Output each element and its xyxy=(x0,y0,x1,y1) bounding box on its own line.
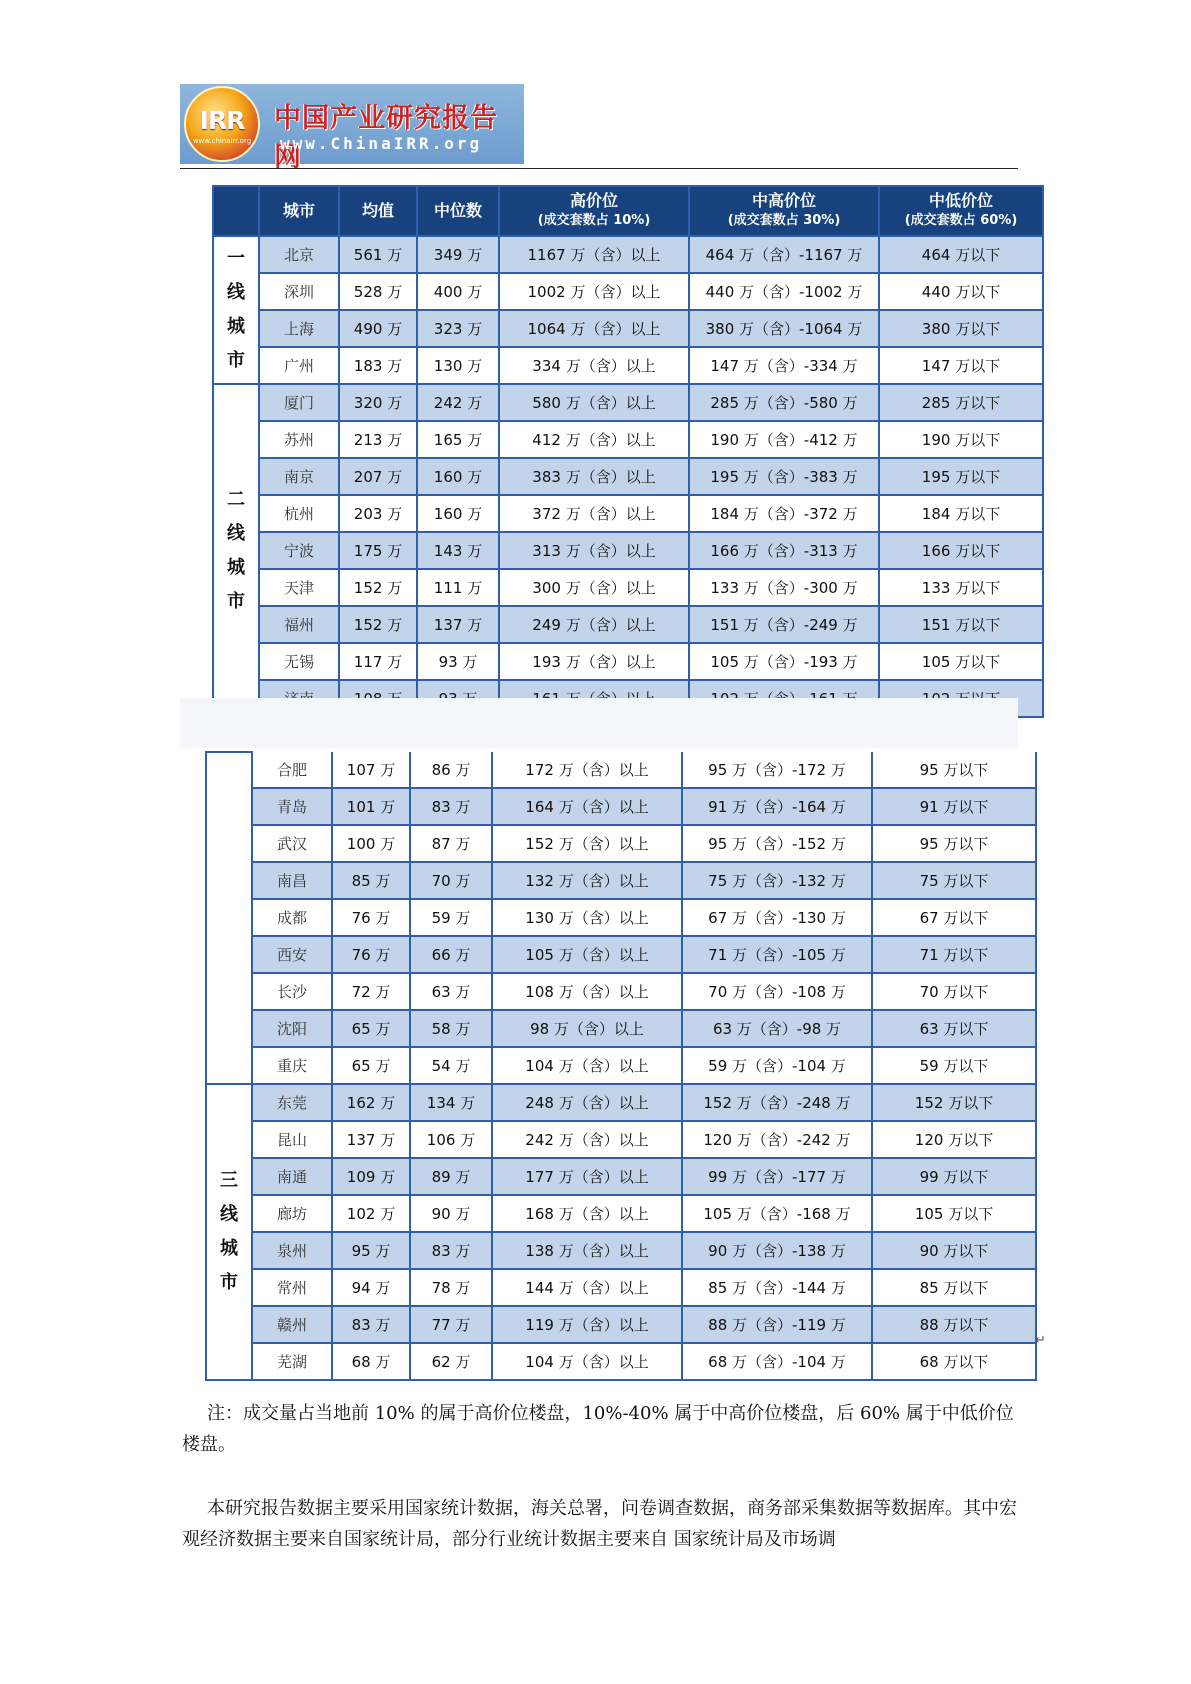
header-high xyxy=(499,186,689,236)
median-cell: 93 万 xyxy=(417,643,499,680)
city-cell: 广州 xyxy=(259,347,339,384)
high-price-cell: 248 万（含）以上 xyxy=(492,1084,682,1121)
mean-cell: 72 万 xyxy=(332,973,410,1010)
city-cell: 青岛 xyxy=(252,788,332,825)
tier2-label xyxy=(213,384,259,717)
city-cell: 武汉 xyxy=(252,825,332,862)
median-cell: 242 万 xyxy=(417,384,499,421)
high-price-cell: 164 万（含）以上 xyxy=(492,788,682,825)
midhigh-price-cell: 464 万（含）-1167 万 xyxy=(689,236,879,273)
midhigh-price-cell: 151 万（含）-249 万 xyxy=(689,606,879,643)
header-midhigh-sub: (成交套数占 30%) xyxy=(727,213,841,228)
table-row xyxy=(213,643,1043,680)
table-row xyxy=(206,1195,1036,1232)
midlow-price-cell: 440 万以下 xyxy=(879,273,1043,310)
high-price-cell: 168 万（含）以上 xyxy=(492,1195,682,1232)
midlow-price-cell: 59 万以下 xyxy=(872,1047,1036,1084)
city-cell: 宁波 xyxy=(259,532,339,569)
city-cell: 成都 xyxy=(252,899,332,936)
midhigh-price-cell: 195 万（含）-383 万 xyxy=(689,458,879,495)
midlow-price-cell: 68 万以下 xyxy=(872,1343,1036,1380)
table-row xyxy=(206,1269,1036,1306)
midhigh-price-cell: 105 万（含）-168 万 xyxy=(682,1195,872,1232)
midhigh-price-cell: 133 万（含）-300 万 xyxy=(689,569,879,606)
table-row xyxy=(213,384,1043,421)
midhigh-price-cell: 99 万（含）-177 万 xyxy=(682,1158,872,1195)
midlow-price-cell: 380 万以下 xyxy=(879,310,1043,347)
mean-cell: 101 万 xyxy=(332,788,410,825)
mean-cell: 137 万 xyxy=(332,1121,410,1158)
table-row xyxy=(206,825,1036,862)
midhigh-price-cell: 190 万（含）-412 万 xyxy=(689,421,879,458)
midlow-price-cell: 147 万以下 xyxy=(879,347,1043,384)
mean-cell: 207 万 xyxy=(339,458,417,495)
city-cell: 常州 xyxy=(252,1269,332,1306)
high-price-cell: 130 万（含）以上 xyxy=(492,899,682,936)
midlow-price-cell: 63 万以下 xyxy=(872,1010,1036,1047)
mean-cell: 203 万 xyxy=(339,495,417,532)
city-cell: 深圳 xyxy=(259,273,339,310)
midlow-price-cell: 105 万以下 xyxy=(879,643,1043,680)
mean-cell: 76 万 xyxy=(332,899,410,936)
median-cell: 160 万 xyxy=(417,458,499,495)
median-cell: 106 万 xyxy=(410,1121,492,1158)
city-cell: 重庆 xyxy=(252,1047,332,1084)
table-row xyxy=(206,1010,1036,1047)
mean-cell: 95 万 xyxy=(332,1232,410,1269)
midhigh-price-cell: 59 万（含）-104 万 xyxy=(682,1047,872,1084)
median-cell: 77 万 xyxy=(410,1306,492,1343)
midhigh-price-cell: 88 万（含）-119 万 xyxy=(682,1306,872,1343)
header-mean: 均值 xyxy=(339,186,417,236)
city-cell: 福州 xyxy=(259,606,339,643)
data-source-paragraph: 本研究报告数据主要采用国家统计数据，海关总署，问卷调查数据，商务部采集数据等数据库。其中宏观经济数据主要来自国家统计局，部分行业统计数据主要来自 国家统计局及市场调 xyxy=(182,1498,1017,1550)
city-cell: 南京 xyxy=(259,458,339,495)
high-price-cell: 1002 万（含）以上 xyxy=(499,273,689,310)
median-cell: 87 万 xyxy=(410,825,492,862)
median-cell: 90 万 xyxy=(410,1195,492,1232)
price-table-part1 xyxy=(212,185,1044,718)
midlow-price-cell: 120 万以下 xyxy=(872,1121,1036,1158)
high-price-cell: 104 万（含）以上 xyxy=(492,1047,682,1084)
mean-cell: 162 万 xyxy=(332,1084,410,1121)
mean-cell: 152 万 xyxy=(339,606,417,643)
mean-cell: 76 万 xyxy=(332,936,410,973)
median-cell: 78 万 xyxy=(410,1269,492,1306)
midlow-price-cell: 151 万以下 xyxy=(879,606,1043,643)
tier1-label xyxy=(213,236,259,384)
midlow-price-cell: 166 万以下 xyxy=(879,532,1043,569)
high-price-cell: 300 万（含）以上 xyxy=(499,569,689,606)
midlow-price-cell: 285 万以下 xyxy=(879,384,1043,421)
high-price-cell: 138 万（含）以上 xyxy=(492,1232,682,1269)
badge-subtext: www.chinairr.org xyxy=(192,137,252,145)
midlow-price-cell: 71 万以下 xyxy=(872,936,1036,973)
midhigh-price-cell: 85 万（含）-144 万 xyxy=(682,1269,872,1306)
high-price-cell: 172 万（含）以上 xyxy=(492,752,682,788)
mean-cell: 109 万 xyxy=(332,1158,410,1195)
city-cell: 廊坊 xyxy=(252,1195,332,1232)
median-cell: 63 万 xyxy=(410,973,492,1010)
high-price-cell: 152 万（含）以上 xyxy=(492,825,682,862)
midhigh-price-cell: 71 万（含）-105 万 xyxy=(682,936,872,973)
city-cell: 南昌 xyxy=(252,862,332,899)
midlow-price-cell: 88 万以下 xyxy=(872,1306,1036,1343)
city-cell: 无锡 xyxy=(259,643,339,680)
midlow-price-cell: 184 万以下 xyxy=(879,495,1043,532)
midhigh-price-cell: 91 万（含）-164 万 xyxy=(682,788,872,825)
mean-cell: 94 万 xyxy=(332,1269,410,1306)
median-cell: 54 万 xyxy=(410,1047,492,1084)
midlow-price-cell: 195 万以下 xyxy=(879,458,1043,495)
header-high-label: 高价位 xyxy=(569,191,618,210)
table-row xyxy=(213,495,1043,532)
header-tier xyxy=(213,186,259,236)
city-cell: 赣州 xyxy=(252,1306,332,1343)
table-row xyxy=(206,936,1036,973)
median-cell: 66 万 xyxy=(410,936,492,973)
high-price-cell: 177 万（含）以上 xyxy=(492,1158,682,1195)
median-cell: 165 万 xyxy=(417,421,499,458)
city-cell: 泉州 xyxy=(252,1232,332,1269)
midhigh-price-cell: 440 万（含）-1002 万 xyxy=(689,273,879,310)
site-url: www.ChinaIRR.org xyxy=(280,134,483,153)
midhigh-price-cell: 147 万（含）-334 万 xyxy=(689,347,879,384)
midlow-price-cell: 95 万以下 xyxy=(872,825,1036,862)
city-cell: 杭州 xyxy=(259,495,339,532)
mean-cell: 320 万 xyxy=(339,384,417,421)
city-cell: 南通 xyxy=(252,1158,332,1195)
tier2-continued xyxy=(206,752,252,1084)
mean-cell: 561 万 xyxy=(339,236,417,273)
median-cell: 323 万 xyxy=(417,310,499,347)
city-cell: 东莞 xyxy=(252,1084,332,1121)
midlow-price-cell: 90 万以下 xyxy=(872,1232,1036,1269)
median-cell: 58 万 xyxy=(410,1010,492,1047)
median-cell: 89 万 xyxy=(410,1158,492,1195)
midhigh-price-cell: 75 万（含）-132 万 xyxy=(682,862,872,899)
city-cell: 芜湖 xyxy=(252,1343,332,1380)
midhigh-price-cell: 120 万（含）-242 万 xyxy=(682,1121,872,1158)
return-mark: ↵ xyxy=(1035,1333,1046,1348)
table-row xyxy=(206,1306,1036,1343)
city-cell: 沈阳 xyxy=(252,1010,332,1047)
city-cell: 上海 xyxy=(259,310,339,347)
site-name: 中国产业研究报告网 xyxy=(274,103,498,173)
table-row xyxy=(213,347,1043,384)
mean-cell: 183 万 xyxy=(339,347,417,384)
table-row xyxy=(213,458,1043,495)
table-row xyxy=(206,1158,1036,1195)
median-cell: 83 万 xyxy=(410,1232,492,1269)
city-cell: 厦门 xyxy=(259,384,339,421)
badge-text: IRR xyxy=(199,106,245,135)
median-cell: 143 万 xyxy=(417,532,499,569)
median-cell: 86 万 xyxy=(410,752,492,788)
high-price-cell: 1167 万（含）以上 xyxy=(499,236,689,273)
midlow-price-cell: 464 万以下 xyxy=(879,236,1043,273)
mean-cell: 175 万 xyxy=(339,532,417,569)
midlow-price-cell: 70 万以下 xyxy=(872,973,1036,1010)
city-cell: 合肥 xyxy=(252,752,332,788)
header-midhigh-label: 中高价位 xyxy=(751,191,816,210)
city-cell: 西安 xyxy=(252,936,332,973)
header-high-sub: (成交套数占 10%) xyxy=(537,213,651,228)
price-table-part2 xyxy=(205,751,1037,1381)
header-median: 中位数 xyxy=(417,186,499,236)
mean-cell: 65 万 xyxy=(332,1047,410,1084)
table-row xyxy=(213,236,1043,273)
mean-cell: 65 万 xyxy=(332,1010,410,1047)
midlow-price-cell: 91 万以下 xyxy=(872,788,1036,825)
midlow-price-cell: 133 万以下 xyxy=(879,569,1043,606)
header-midlow-sub: (成交套数占 60%) xyxy=(904,213,1018,228)
mean-cell: 107 万 xyxy=(332,752,410,788)
city-cell: 昆山 xyxy=(252,1121,332,1158)
midlow-price-cell: 95 万以下 xyxy=(872,752,1036,788)
median-cell: 137 万 xyxy=(417,606,499,643)
high-price-cell: 242 万（含）以上 xyxy=(492,1121,682,1158)
midhigh-price-cell: 95 万（含）-172 万 xyxy=(682,752,872,788)
high-price-cell: 249 万（含）以上 xyxy=(499,606,689,643)
median-cell: 70 万 xyxy=(410,862,492,899)
page-break-band xyxy=(180,698,1018,748)
high-price-cell: 108 万（含）以上 xyxy=(492,973,682,1010)
midlow-price-cell: 85 万以下 xyxy=(872,1269,1036,1306)
high-price-cell: 1064 万（含）以上 xyxy=(499,310,689,347)
midhigh-price-cell: 63 万（含）-98 万 xyxy=(682,1010,872,1047)
tier3-label xyxy=(206,1084,252,1380)
high-price-cell: 334 万（含）以上 xyxy=(499,347,689,384)
tier2-label-text: 二 线 城 市 xyxy=(227,488,245,612)
table-row xyxy=(206,973,1036,1010)
tier3-label-text: 三 线 城 市 xyxy=(220,1170,238,1293)
midlow-price-cell: 190 万以下 xyxy=(879,421,1043,458)
midlow-price-cell: 152 万以下 xyxy=(872,1084,1036,1121)
high-price-cell: 105 万（含）以上 xyxy=(492,936,682,973)
city-cell: 天津 xyxy=(259,569,339,606)
high-price-cell: 132 万（含）以上 xyxy=(492,862,682,899)
mean-cell: 117 万 xyxy=(339,643,417,680)
midhigh-price-cell: 105 万（含）-193 万 xyxy=(689,643,879,680)
table-row xyxy=(213,310,1043,347)
table-row xyxy=(206,1343,1036,1380)
site-logo-banner[interactable] xyxy=(180,84,524,173)
median-cell: 400 万 xyxy=(417,273,499,310)
midhigh-price-cell: 184 万（含）-372 万 xyxy=(689,495,879,532)
mean-cell: 100 万 xyxy=(332,825,410,862)
table-row xyxy=(213,569,1043,606)
mean-cell: 85 万 xyxy=(332,862,410,899)
header-midlow-label: 中低价位 xyxy=(928,191,993,210)
median-cell: 349 万 xyxy=(417,236,499,273)
mean-cell: 528 万 xyxy=(339,273,417,310)
table-row xyxy=(206,862,1036,899)
table-row xyxy=(213,606,1043,643)
mean-cell: 102 万 xyxy=(332,1195,410,1232)
midhigh-price-cell: 285 万（含）-580 万 xyxy=(689,384,879,421)
high-price-cell: 193 万（含）以上 xyxy=(499,643,689,680)
mean-cell: 213 万 xyxy=(339,421,417,458)
table-row xyxy=(213,421,1043,458)
table-row xyxy=(206,1084,1036,1121)
table-row xyxy=(213,532,1043,569)
mean-cell: 83 万 xyxy=(332,1306,410,1343)
midhigh-price-cell: 152 万（含）-248 万 xyxy=(682,1084,872,1121)
midhigh-price-cell: 95 万（含）-152 万 xyxy=(682,825,872,862)
median-cell: 111 万 xyxy=(417,569,499,606)
header-divider xyxy=(180,168,1018,169)
median-cell: 59 万 xyxy=(410,899,492,936)
table-row xyxy=(206,1232,1036,1269)
median-cell: 160 万 xyxy=(417,495,499,532)
high-price-cell: 98 万（含）以上 xyxy=(492,1010,682,1047)
high-price-cell: 104 万（含）以上 xyxy=(492,1343,682,1380)
midlow-price-cell: 75 万以下 xyxy=(872,862,1036,899)
header-city: 城市 xyxy=(259,186,339,236)
table-row xyxy=(206,899,1036,936)
table-row xyxy=(206,1047,1036,1084)
header-midhigh xyxy=(689,186,879,236)
high-price-cell: 144 万（含）以上 xyxy=(492,1269,682,1306)
high-price-cell: 313 万（含）以上 xyxy=(499,532,689,569)
midhigh-price-cell: 67 万（含）-130 万 xyxy=(682,899,872,936)
table-row xyxy=(206,788,1036,825)
high-price-cell: 372 万（含）以上 xyxy=(499,495,689,532)
table-note: 注：成交量占当地前 10% 的属于高价位楼盘，10%-40% 属于中高价位楼盘，后 60% 属于中低价位楼盘。 xyxy=(182,1403,1014,1455)
midlow-price-cell: 99 万以下 xyxy=(872,1158,1036,1195)
midhigh-price-cell: 166 万（含）-313 万 xyxy=(689,532,879,569)
table-row xyxy=(206,752,1036,788)
header-midlow xyxy=(879,186,1043,236)
mean-cell: 490 万 xyxy=(339,310,417,347)
high-price-cell: 383 万（含）以上 xyxy=(499,458,689,495)
high-price-cell: 412 万（含）以上 xyxy=(499,421,689,458)
tier1-label-text: 一 线 城 市 xyxy=(227,248,245,371)
mean-cell: 152 万 xyxy=(339,569,417,606)
midlow-price-cell: 67 万以下 xyxy=(872,899,1036,936)
city-cell: 苏州 xyxy=(259,421,339,458)
median-cell: 62 万 xyxy=(410,1343,492,1380)
median-cell: 130 万 xyxy=(417,347,499,384)
high-price-cell: 580 万（含）以上 xyxy=(499,384,689,421)
median-cell: 83 万 xyxy=(410,788,492,825)
irr-badge-icon xyxy=(184,86,260,162)
city-cell: 北京 xyxy=(259,236,339,273)
midlow-price-cell: 105 万以下 xyxy=(872,1195,1036,1232)
table-header-row xyxy=(213,186,1043,236)
high-price-cell: 119 万（含）以上 xyxy=(492,1306,682,1343)
table-row xyxy=(206,1121,1036,1158)
midhigh-price-cell: 70 万（含）-108 万 xyxy=(682,973,872,1010)
city-cell: 长沙 xyxy=(252,973,332,1010)
median-cell: 134 万 xyxy=(410,1084,492,1121)
midhigh-price-cell: 380 万（含）-1064 万 xyxy=(689,310,879,347)
midhigh-price-cell: 68 万（含）-104 万 xyxy=(682,1343,872,1380)
midhigh-price-cell: 90 万（含）-138 万 xyxy=(682,1232,872,1269)
table-row xyxy=(213,273,1043,310)
mean-cell: 68 万 xyxy=(332,1343,410,1380)
